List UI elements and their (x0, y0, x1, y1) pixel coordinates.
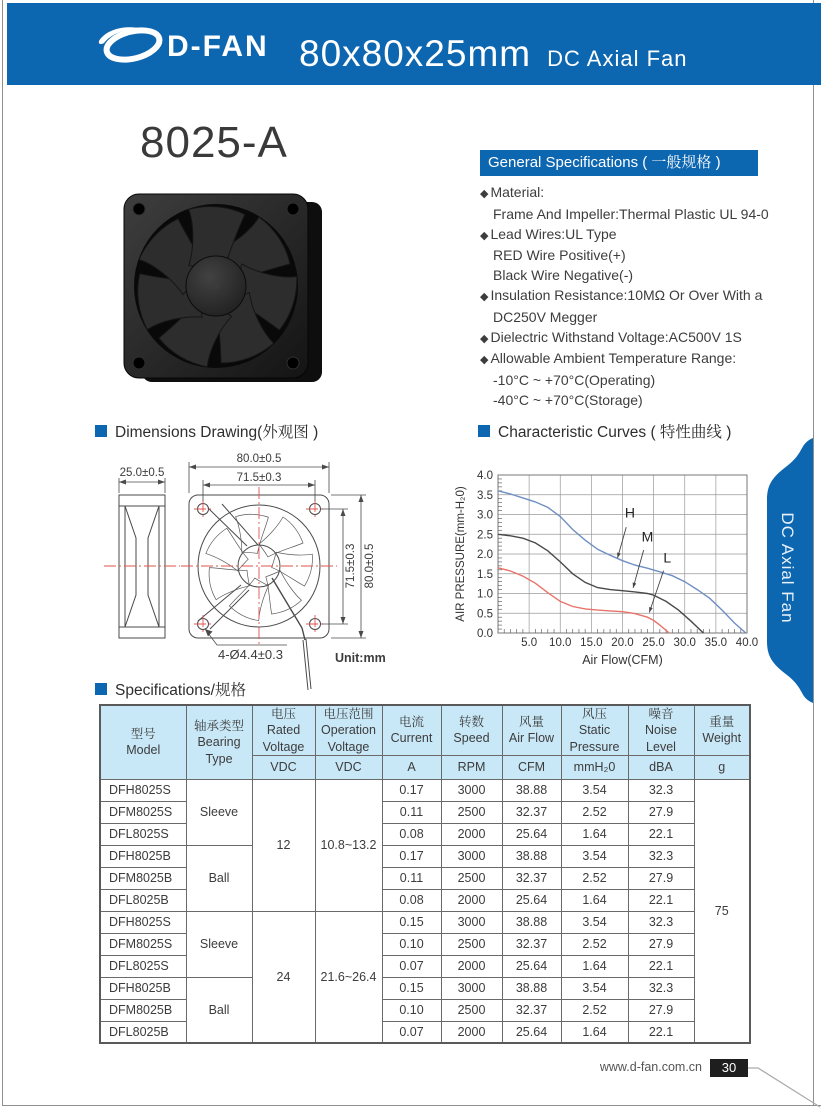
svg-text:25.0: 25.0 (642, 637, 665, 649)
cell-bearing: Ball (186, 977, 252, 1043)
cell-speed: 2000 (441, 1021, 502, 1043)
cell-airflow: 32.37 (502, 999, 561, 1021)
spec-line: RED Wire Positive(+) (493, 247, 626, 264)
dim-width-inner: 71.5±0.3 (236, 472, 282, 484)
cell-noise: 22.1 (628, 889, 694, 911)
cell-airflow: 25.64 (502, 1021, 561, 1043)
cell-model: DFM8025S (100, 933, 186, 955)
website-url: www.d-fan.com.cn (599, 1060, 702, 1074)
table-row (100, 779, 750, 801)
dfan-logo (95, 23, 280, 67)
svg-text:AIR PRESSURE(mm-H₂0): AIR PRESSURE(mm-H₂0) (455, 486, 467, 622)
col-header: 风量 Air Flow (502, 705, 561, 755)
cell-model: DFL8025B (100, 1021, 186, 1043)
svg-text:4.0: 4.0 (477, 470, 493, 482)
diamond-bullet-icon: ◆ (480, 354, 489, 367)
table-row (100, 845, 750, 867)
cell-bearing: Ball (186, 845, 252, 911)
col-header: 噪音 Noise Level (628, 705, 694, 755)
cell-weight: 75 (694, 779, 750, 1043)
cell-pressure: 1.64 (561, 955, 628, 977)
cell-speed: 3000 (441, 845, 502, 867)
cell-model: DFM8025B (100, 867, 186, 889)
col-unit: VDC (252, 755, 315, 779)
svg-text:5.0: 5.0 (521, 637, 538, 649)
svg-text:10.0: 10.0 (549, 637, 572, 649)
cell-model: DFL8025B (100, 889, 186, 911)
cell-model: DFL8025S (100, 955, 186, 977)
spec-line: -10°C ~ +70°C(Operating) (493, 372, 656, 389)
cell-noise: 32.3 (628, 911, 694, 933)
left-border (2, 0, 3, 1105)
general-specs-list (480, 183, 780, 411)
col-unit: dBA (628, 755, 694, 779)
cell-noise: 27.9 (628, 867, 694, 889)
cell-noise: 22.1 (628, 823, 694, 845)
dim-height-outer: 80.0±0.5 (364, 543, 376, 589)
characteristic-chart (452, 448, 762, 688)
cell-model: DFH8025B (100, 977, 186, 999)
dim-arrowheads (119, 465, 364, 639)
col-header: 重量 Weight (694, 705, 750, 755)
cell-speed: 2500 (441, 867, 502, 889)
col-unit: g (694, 755, 750, 779)
cell-speed: 2500 (441, 999, 502, 1021)
cell-airflow: 38.88 (502, 977, 561, 999)
spec-table-title: Specifications/规格 (95, 678, 246, 700)
cell-current: 0.17 (382, 779, 441, 801)
table-row (100, 977, 750, 999)
dimensions-section-title: Dimensions Drawing(外观图 ) (95, 420, 318, 442)
page-header (7, 3, 821, 85)
col-unit: RPM (441, 755, 502, 779)
cell-noise: 22.1 (628, 955, 694, 977)
cell-model: DFH8025S (100, 911, 186, 933)
svg-text:0.5: 0.5 (477, 608, 493, 621)
cell-speed: 2000 (441, 889, 502, 911)
col-unit: mmH₂0 (561, 755, 628, 779)
cell-airflow: 25.64 (502, 889, 561, 911)
dimensions-drawing (92, 438, 462, 696)
cell-current: 0.15 (382, 977, 441, 999)
cell-airflow: 38.88 (502, 845, 561, 867)
cell-pressure: 1.64 (561, 889, 628, 911)
cell-airflow: 38.88 (502, 779, 561, 801)
cell-airflow: 32.37 (502, 867, 561, 889)
footer-corner-line (748, 1060, 821, 1110)
cell-speed: 3000 (441, 977, 502, 999)
cell-pressure: 1.64 (561, 1021, 628, 1043)
page-number: 30 (710, 1059, 748, 1077)
cell-pressure: 1.64 (561, 823, 628, 845)
diamond-bullet-icon: ◆ (480, 188, 489, 200)
col-unit: VDC (315, 755, 382, 779)
cell-noise: 32.3 (628, 977, 694, 999)
cell-speed: 2500 (441, 933, 502, 955)
dim-height-inner: 71.5±0.3 (345, 543, 357, 589)
svg-text:Air Flow(CFM): Air Flow(CFM) (582, 653, 663, 667)
svg-text:0.0: 0.0 (477, 628, 493, 640)
cell-model: DFH8025B (100, 845, 186, 867)
table-row (100, 911, 750, 933)
cell-noise: 22.1 (628, 1021, 694, 1043)
spec-line: ◆ Insulation Resistance:10MΩ Or Over With a (480, 286, 763, 303)
dim-width-outer: 80.0±0.5 (236, 453, 282, 465)
col-header: 风压 Static Pressure (561, 705, 628, 755)
curve-label-M: M (641, 528, 654, 545)
curve-label-H: H (624, 504, 636, 521)
blue-square-icon (95, 425, 107, 437)
cell-airflow: 25.64 (502, 823, 561, 845)
fan-hub-center (213, 283, 220, 290)
product-model-title: 8025-A (140, 118, 288, 167)
cell-noise: 32.3 (628, 845, 694, 867)
cell-model: DFH8025S (100, 779, 186, 801)
col-header: 电流 Current (382, 705, 441, 755)
dim-unit: Unit:mm (335, 651, 386, 665)
svg-text:35.0: 35.0 (704, 637, 728, 649)
cell-bearing: Sleeve (186, 911, 252, 977)
side-tab-label: DC Axial Fan (778, 512, 797, 624)
cell-pressure: 3.54 (561, 977, 628, 999)
curve-L (498, 568, 669, 633)
cell-pressure: 2.52 (561, 867, 628, 889)
curves-section-title: Characteristic Curves ( 特性曲线 ) (478, 420, 731, 442)
svg-text:40.0: 40.0 (735, 637, 759, 649)
spec-line: ◆ Material: (480, 184, 545, 200)
side-tab (765, 438, 814, 704)
svg-text:3.5: 3.5 (477, 489, 493, 502)
cell-speed: 3000 (441, 779, 502, 801)
cell-pressure: 2.52 (561, 999, 628, 1021)
spec-line: Black Wire Negative(-) (493, 267, 634, 284)
product-photo (118, 190, 328, 386)
cell-model: DFM8025B (100, 999, 186, 1021)
blue-square-icon (95, 683, 107, 695)
diamond-bullet-icon: ◆ (480, 290, 489, 303)
spec-table (99, 704, 751, 1044)
spec-line: -40°C ~ +70°C(Storage) (493, 391, 643, 408)
cell-speed: 3000 (441, 911, 502, 933)
header-size-title: 80x80x25mm (299, 33, 532, 74)
diamond-bullet-icon: ◆ (480, 332, 489, 345)
cell-noise: 27.9 (628, 933, 694, 955)
svg-text:30.0: 30.0 (673, 637, 696, 649)
cell-current: 0.08 (382, 889, 441, 911)
cell-current: 0.15 (382, 911, 441, 933)
brand-text: D-FAN (167, 30, 269, 63)
cell-airflow: 32.37 (502, 933, 561, 955)
cell-current: 0.07 (382, 1021, 441, 1043)
cell-current: 0.07 (382, 955, 441, 977)
cell-voltage: 12 (252, 779, 315, 911)
cell-pressure: 3.54 (561, 911, 628, 933)
col-header: 电压范围 Operation Voltage (315, 705, 382, 755)
cell-speed: 2500 (441, 801, 502, 823)
diamond-bullet-icon: ◆ (480, 229, 489, 242)
center-lines (104, 487, 337, 646)
cell-model: DFM8025S (100, 801, 186, 823)
curve-label-L: L (663, 549, 672, 566)
cell-model: DFL8025S (100, 823, 186, 845)
cell-current: 0.11 (382, 867, 441, 889)
header-subtitle: DC Axial Fan (547, 46, 688, 71)
cell-current: 0.10 (382, 933, 441, 955)
cell-speed: 2000 (441, 823, 502, 845)
cell-noise: 27.9 (628, 801, 694, 823)
cell-pressure: 2.52 (561, 933, 628, 955)
spec-line: DC250V Megger (493, 308, 598, 325)
col-header: 轴承类型 Bearing Type (186, 705, 252, 779)
cell-bearing: Sleeve (186, 779, 252, 845)
spec-line: ◆ Allowable Ambient Temperature Range: (480, 350, 737, 367)
cell-pressure: 2.52 (561, 801, 628, 823)
spec-line: ◆ Dielectric Withstand Voltage:AC500V 1S (480, 328, 742, 345)
cell-current: 0.17 (382, 845, 441, 867)
spec-line: Frame And Impeller:Thermal Plastic UL 94-0 (493, 205, 769, 222)
cell-airflow: 25.64 (502, 955, 561, 977)
cell-current: 0.11 (382, 801, 441, 823)
cell-pressure: 3.54 (561, 845, 628, 867)
svg-text:2.0: 2.0 (477, 549, 493, 561)
svg-text:3.0: 3.0 (477, 509, 493, 522)
cell-airflow: 38.88 (502, 911, 561, 933)
dim-depth: 25.0±0.5 (119, 467, 165, 479)
cell-noise: 32.3 (628, 779, 694, 801)
svg-text:20.0: 20.0 (611, 637, 634, 649)
spec-line: ◆ Lead Wires:UL Type (480, 225, 617, 242)
cell-airflow: 32.37 (502, 801, 561, 823)
svg-text:15.0: 15.0 (580, 637, 603, 649)
col-unit: A (382, 755, 441, 779)
cell-current: 0.08 (382, 823, 441, 845)
cell-speed: 2000 (441, 955, 502, 977)
col-header: 电压 Rated Voltage (252, 705, 315, 755)
blue-square-icon (478, 425, 490, 437)
cell-current: 0.10 (382, 999, 441, 1021)
svg-text:1.0: 1.0 (477, 588, 493, 601)
cell-voltage: 24 (252, 911, 315, 1043)
cell-pressure: 3.54 (561, 779, 628, 801)
col-unit: CFM (502, 755, 561, 779)
svg-text:2.5: 2.5 (477, 529, 493, 542)
cell-noise: 27.9 (628, 999, 694, 1021)
svg-text:1.5: 1.5 (477, 568, 493, 581)
bottom-border (2, 1105, 821, 1106)
cell-voltage-range: 10.8~13.2 (315, 779, 382, 911)
col-header: 型号 Model (100, 705, 186, 779)
dim-holes: 4-Ø4.4±0.3 (218, 647, 283, 662)
cell-voltage-range: 21.6~26.4 (315, 911, 382, 1043)
general-specs-header: General Specifications ( 一般规格 ) (480, 150, 758, 176)
col-header: 转数 Speed (441, 705, 502, 755)
